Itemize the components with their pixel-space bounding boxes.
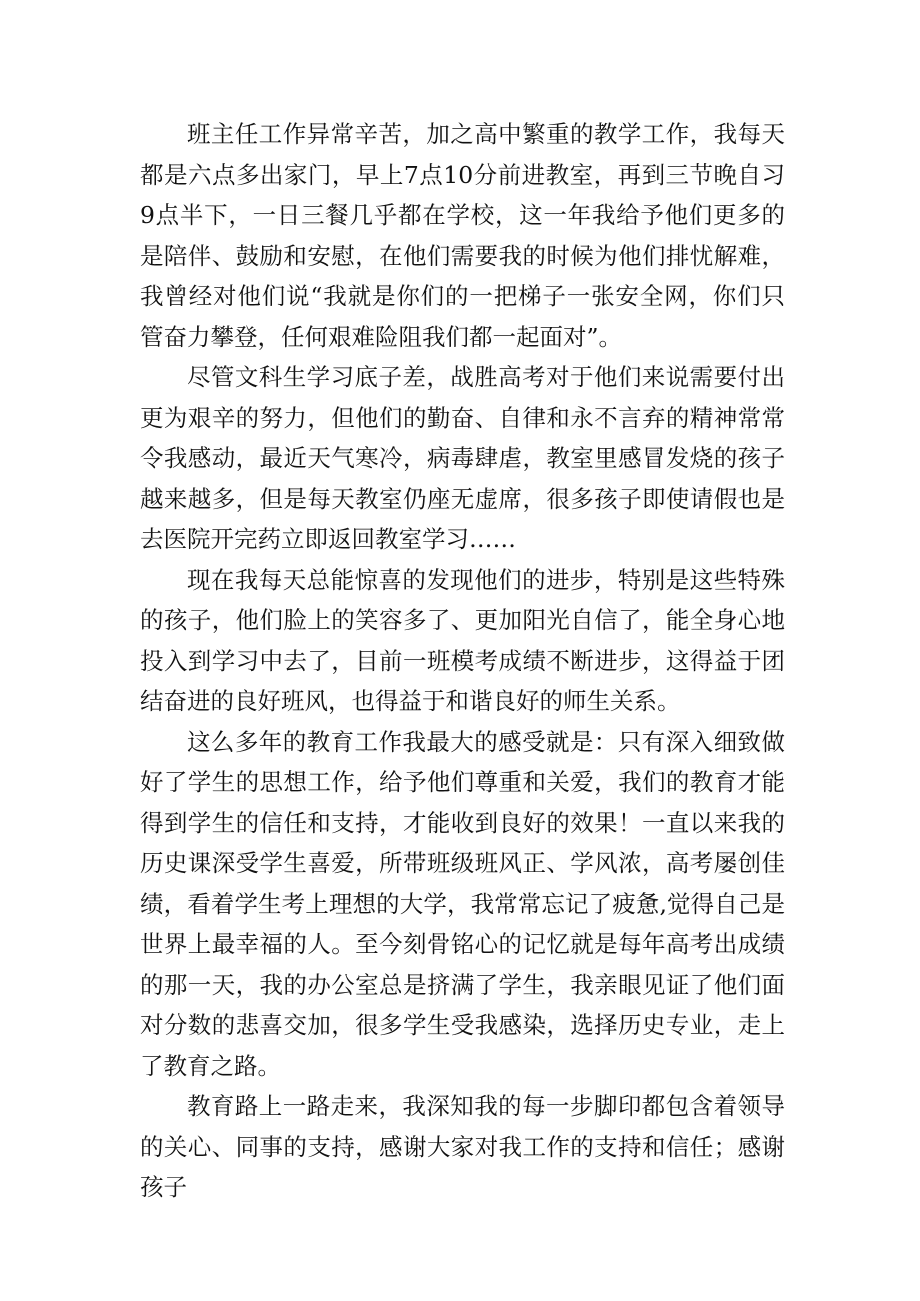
paragraph-5: 教育路上一路走来，我深知我的每一步脚印都包含着领导的关心、同事的支持，感谢大家对我工作的支持和信任；感谢孩子	[140, 1092, 785, 1201]
paragraph-2: 尽管文科生学习底子差，战胜高考对于他们来说需要付出更为艰辛的努力，但他们的勤奋、自律和永不言弃的精神常常令我感动，最近天气寒冷，病毒肆虐，教室里感冒发烧的孩子越来越多，但是每天教室仍座无虚席，很多孩子即使请假也是去医院开完药立即返回教室学习……	[140, 363, 785, 553]
paragraph-4: 这么多年的教育工作我最大的感受就是：只有深入细致做好了学生的思想工作，给予他们尊重和关爱，我们的教育才能得到学生的信任和支持，才能收到良好的效果！一直以来我的历史课深受学生喜爱，所带班级班风正、学风浓，高考屡创佳绩，看着学生考上理想的大学，我常常忘记了疲惫,觉得自己是世界上最幸福的人。至今刻骨铭心的记忆就是每年高考出成绩的那一天，我的办公室总是挤满了学生，我亲眼见证了他们面对分数的悲喜交加，很多学生受我感染，选择历史专业，走上了教育之路。	[140, 727, 785, 1080]
document-body	[140, 114, 785, 1208]
paragraph-1: 班主任工作异常辛苦，加之高中繁重的教学工作，我每天都是六点多出家门，早上7点10分前进教室，再到三节晚自习9点半下，一日三餐几乎都在学校，这一年我给予他们更多的是陪伴、鼓励和安慰，在他们需要我的时候为他们排忧解难，我曾经对他们说“我就是你们的一把梯子一张安全网，你们只管奋力攀登，任何艰难险阻我们都一起面对”。	[140, 120, 785, 351]
paragraph-3: 现在我每天总能惊喜的发现他们的进步，特别是这些特殊的孩子，他们脸上的笑容多了、更加阳光自信了，能全身心地投入到学习中去了，目前一班模考成绩不断进步，这得益于团结奋进的良好班风，也得益于和谐良好的师生关系。	[140, 565, 785, 715]
